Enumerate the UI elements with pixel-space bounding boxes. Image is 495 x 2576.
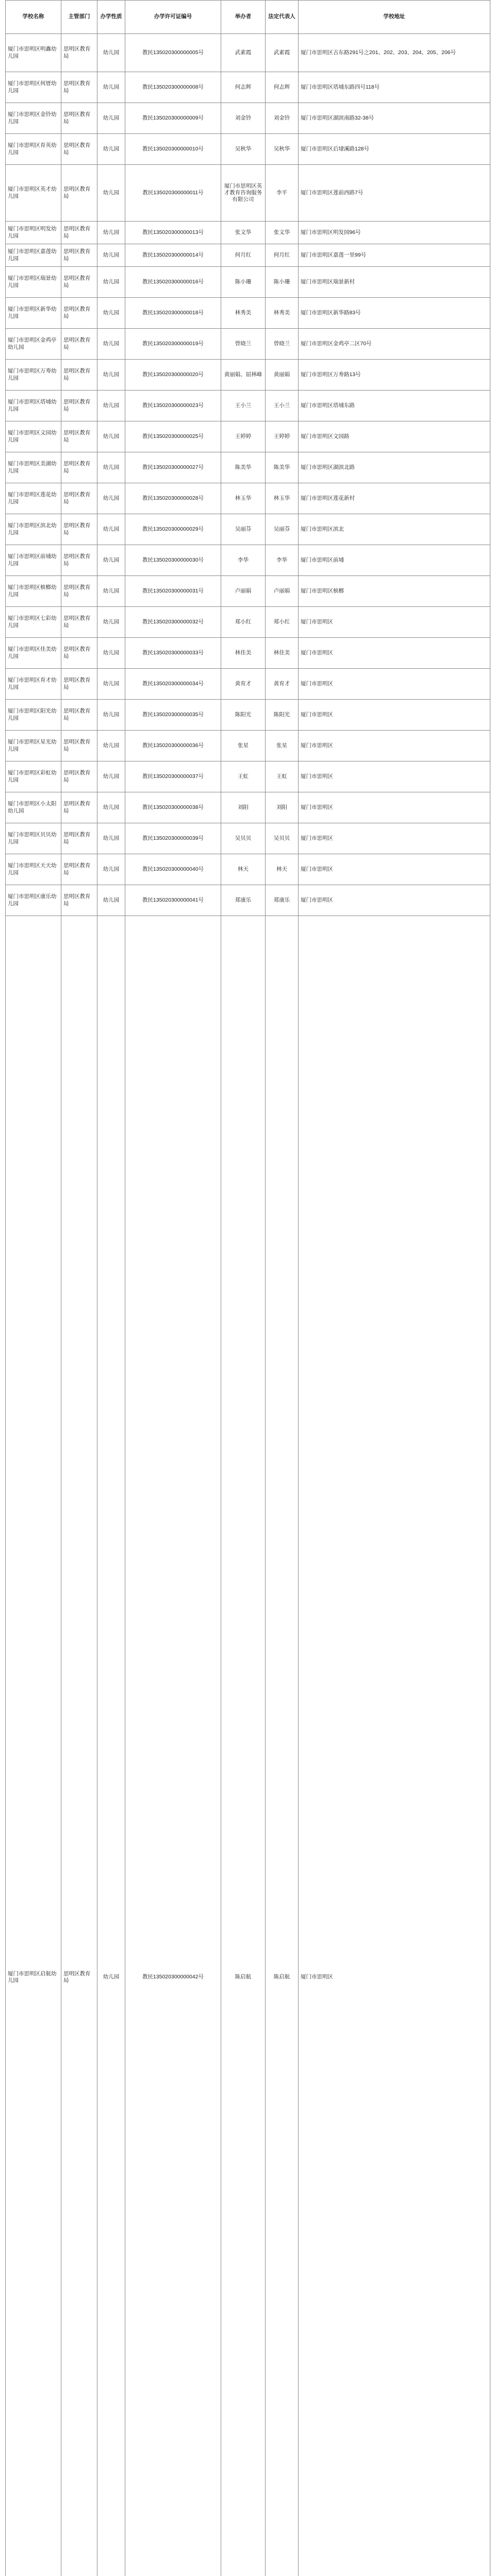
- legal-rep-cell: 郑康乐: [266, 885, 299, 916]
- department-cell: 思明区教育局: [61, 103, 97, 134]
- legal-rep-cell: 何月红: [266, 244, 299, 267]
- school-name-cell: 厦门市思明区金鸡亭幼儿园: [6, 329, 61, 360]
- table-row: [6, 483, 490, 514]
- license-number-cell: 教民135020300000027号: [125, 452, 221, 483]
- table-row: [6, 607, 490, 638]
- school-type-cell: 幼儿园: [97, 103, 125, 134]
- school-type-cell: 幼儿园: [97, 885, 125, 916]
- holder-cell: 王虹: [221, 761, 266, 792]
- table-row: [6, 103, 490, 134]
- holder-cell: 陈美华: [221, 452, 266, 483]
- table-row: [6, 72, 490, 103]
- address-cell: 厦门市思明区槟榔: [299, 576, 490, 607]
- address-cell: 厦门市思明区前埔: [299, 545, 490, 576]
- school-type-cell: 幼儿园: [97, 792, 125, 823]
- holder-cell: 吴贝贝: [221, 823, 266, 854]
- school-type-cell: 幼儿园: [97, 421, 125, 452]
- address-cell: 厦门市思明区: [299, 823, 490, 854]
- legal-rep-cell: 张文华: [266, 222, 299, 244]
- table-row: [6, 823, 490, 854]
- legal-rep-cell: 黄丽娟: [266, 360, 299, 391]
- license-number-cell: 教民135020300000029号: [125, 514, 221, 545]
- table-row: [6, 854, 490, 885]
- address-cell: 厦门市思明区: [299, 607, 490, 638]
- holder-cell: 何志辉: [221, 72, 266, 103]
- license-number-cell: 教民135020300000039号: [125, 823, 221, 854]
- school-type-cell: 幼儿园: [97, 731, 125, 761]
- school-name-cell: 厦门市思明区金铃幼儿园: [6, 103, 61, 134]
- license-number-cell: 教民135020300000014号: [125, 244, 221, 267]
- table-row: [6, 792, 490, 823]
- school-type-cell: 幼儿园: [97, 165, 125, 222]
- address-cell: 厦门市思明区嘉莲一里99号: [299, 244, 490, 267]
- department-cell: 思明区教育局: [61, 222, 97, 244]
- holder-cell: 陈启航: [221, 916, 266, 2576]
- holder-cell: 张文华: [221, 222, 266, 244]
- address-cell: 厦门市思明区莲前西路7号: [299, 165, 490, 222]
- license-number-cell: 教民135020300000038号: [125, 792, 221, 823]
- legal-rep-cell: 何志辉: [266, 72, 299, 103]
- school-type-cell: 幼儿园: [97, 823, 125, 854]
- address-cell: 厦门市思明区: [299, 761, 490, 792]
- school-type-cell: 幼儿园: [97, 360, 125, 391]
- department-cell: 思明区教育局: [61, 916, 97, 2576]
- header-holder: 举办者: [221, 1, 266, 34]
- table-row: [6, 222, 490, 244]
- license-number-cell: 教民135020300000041号: [125, 885, 221, 916]
- holder-cell: 林玉华: [221, 483, 266, 514]
- holder-cell: 陈阳光: [221, 700, 266, 731]
- table-row: [6, 165, 490, 222]
- school-name-cell: 厦门市思明区佳美幼儿园: [6, 638, 61, 669]
- holder-cell: 卢丽娟: [221, 576, 266, 607]
- legal-rep-cell: 李华: [266, 545, 299, 576]
- table-row: [6, 391, 490, 421]
- department-cell: 思明区教育局: [61, 134, 97, 165]
- license-number-cell: 教民135020300000040号: [125, 854, 221, 885]
- department-cell: 思明区教育局: [61, 421, 97, 452]
- address-cell: 厦门市思明区塔埔东路四号118号: [299, 72, 490, 103]
- license-number-cell: 教民135020300000016号: [125, 267, 221, 298]
- legal-rep-cell: 林佳美: [266, 638, 299, 669]
- table-row: [6, 298, 490, 329]
- table-body: [6, 34, 490, 2576]
- school-type-cell: 幼儿园: [97, 452, 125, 483]
- address-cell: 厦门市思明区莲花新村: [299, 483, 490, 514]
- address-cell: 厦门市思明区: [299, 669, 490, 700]
- license-number-cell: 教民135020300000030号: [125, 545, 221, 576]
- legal-rep-cell: 吴秋华: [266, 134, 299, 165]
- license-number-cell: 教民135020300000013号: [125, 222, 221, 244]
- holder-cell: 武素霞: [221, 34, 266, 72]
- license-number-cell: 教民135020300000033号: [125, 638, 221, 669]
- department-cell: 思明区教育局: [61, 267, 97, 298]
- department-cell: 思明区教育局: [61, 700, 97, 731]
- legal-rep-cell: 卢丽娟: [266, 576, 299, 607]
- address-cell: 厦门市思明区文园路: [299, 421, 490, 452]
- school-type-cell: 幼儿园: [97, 545, 125, 576]
- license-number-cell: 教民135020300000009号: [125, 103, 221, 134]
- school-type-cell: 幼儿园: [97, 329, 125, 360]
- license-number-cell: 教民135020300000011号: [125, 165, 221, 222]
- header-license-number: 办学许可证编号: [125, 1, 221, 34]
- school-name-cell: 厦门市思明区小太阳幼儿园: [6, 792, 61, 823]
- school-name-cell: 厦门市思明区美湖幼儿园: [6, 452, 61, 483]
- table-row: [6, 452, 490, 483]
- legal-rep-cell: 吴贝贝: [266, 823, 299, 854]
- school-name-cell: 厦门市思明区明鑫幼儿园: [6, 34, 61, 72]
- department-cell: 思明区教育局: [61, 360, 97, 391]
- department-cell: 思明区教育局: [61, 391, 97, 421]
- header-department: 主管部门: [61, 1, 97, 34]
- legal-rep-cell: 陈阳光: [266, 700, 299, 731]
- license-number-cell: 教民135020300000042号: [125, 916, 221, 2576]
- school-name-cell: 厦门市思明区嘉莲幼儿园: [6, 244, 61, 267]
- department-cell: 思明区教育局: [61, 823, 97, 854]
- holder-cell: 李华: [221, 545, 266, 576]
- table-row: [6, 761, 490, 792]
- school-name-cell: 厦门市思明区育才幼儿园: [6, 669, 61, 700]
- department-cell: 思明区教育局: [61, 545, 97, 576]
- table-row: [6, 576, 490, 607]
- school-name-cell: 厦门市思明区阳光幼儿园: [6, 700, 61, 731]
- holder-cell: 吴丽芬: [221, 514, 266, 545]
- department-cell: 思明区教育局: [61, 72, 97, 103]
- department-cell: 思明区教育局: [61, 792, 97, 823]
- legal-rep-cell: 陈小珊: [266, 267, 299, 298]
- school-type-cell: 幼儿园: [97, 607, 125, 638]
- legal-rep-cell: 陈美华: [266, 452, 299, 483]
- school-name-cell: 厦门市思明区前埔幼儿园: [6, 545, 61, 576]
- department-cell: 思明区教育局: [61, 576, 97, 607]
- address-cell: 厦门市思明区: [299, 854, 490, 885]
- address-cell: 厦门市思明区湖滨南路32-38号: [299, 103, 490, 134]
- school-type-cell: 幼儿园: [97, 638, 125, 669]
- holder-cell: 林秀美: [221, 298, 266, 329]
- legal-rep-cell: 吴丽芬: [266, 514, 299, 545]
- table-row: [6, 34, 490, 72]
- table-row: [6, 134, 490, 165]
- license-number-cell: 教民135020300000020号: [125, 360, 221, 391]
- legal-rep-cell: 王婷婷: [266, 421, 299, 452]
- holder-cell: 黄育才: [221, 669, 266, 700]
- school-name-cell: 厦门市思明区文园幼儿园: [6, 421, 61, 452]
- school-type-cell: 幼儿园: [97, 34, 125, 72]
- address-cell: 厦门市思明区: [299, 700, 490, 731]
- department-cell: 思明区教育局: [61, 514, 97, 545]
- legal-rep-cell: 王虹: [266, 761, 299, 792]
- table-row: [6, 669, 490, 700]
- department-cell: 思明区教育局: [61, 483, 97, 514]
- address-cell: 厦门市思明区: [299, 916, 490, 2576]
- legal-rep-cell: 李平: [266, 165, 299, 222]
- address-cell: 厦门市思明区: [299, 731, 490, 761]
- license-number-cell: 教民135020300000036号: [125, 731, 221, 761]
- holder-cell: 郑小红: [221, 607, 266, 638]
- holder-cell: 刘金铃: [221, 103, 266, 134]
- table-row: [6, 700, 490, 731]
- header-legal-rep: 法定代表人: [266, 1, 299, 34]
- school-name-cell: 厦门市思明区明发幼儿园: [6, 222, 61, 244]
- school-table: [5, 0, 490, 2576]
- school-type-cell: 幼儿园: [97, 222, 125, 244]
- school-type-cell: 幼儿园: [97, 483, 125, 514]
- school-name-cell: 厦门市思明区育英幼儿园: [6, 134, 61, 165]
- address-cell: 厦门市思明区万寿路13号: [299, 360, 490, 391]
- school-name-cell: 厦门市思明区塔埔幼儿园: [6, 391, 61, 421]
- legal-rep-cell: 林秀美: [266, 298, 299, 329]
- department-cell: 思明区教育局: [61, 452, 97, 483]
- holder-cell: 郑康乐: [221, 885, 266, 916]
- department-cell: 思明区教育局: [61, 607, 97, 638]
- address-cell: 厦门市思明区瑞景新村: [299, 267, 490, 298]
- license-number-cell: 教民135020300000025号: [125, 421, 221, 452]
- address-cell: 厦门市思明区: [299, 885, 490, 916]
- address-cell: 厦门市思明区: [299, 792, 490, 823]
- school-name-cell: 厦门市思明区彩虹幼儿园: [6, 761, 61, 792]
- address-cell: 厦门市思明区塔埔东路: [299, 391, 490, 421]
- department-cell: 思明区教育局: [61, 731, 97, 761]
- license-number-cell: 教民135020300000010号: [125, 134, 221, 165]
- address-cell: 厦门市思明区明发园96号: [299, 222, 490, 244]
- address-cell: 厦门市思明区湖滨北路: [299, 452, 490, 483]
- school-name-cell: 厦门市思明区康乐幼儿园: [6, 885, 61, 916]
- school-type-cell: 幼儿园: [97, 576, 125, 607]
- legal-rep-cell: 黄育才: [266, 669, 299, 700]
- holder-cell: 陈小珊: [221, 267, 266, 298]
- address-cell: 厦门市思明区古东路291号之201、202、203、204、205、206号: [299, 34, 490, 72]
- department-cell: 思明区教育局: [61, 165, 97, 222]
- holder-cell: 何月红: [221, 244, 266, 267]
- school-name-cell: 厦门市思明区英才幼儿园: [6, 165, 61, 222]
- school-name-cell: 厦门市思明区滨北幼儿园: [6, 514, 61, 545]
- license-number-cell: 教民135020300000037号: [125, 761, 221, 792]
- school-name-cell: 厦门市思明区贝贝幼儿园: [6, 823, 61, 854]
- license-number-cell: 教民135020300000023号: [125, 391, 221, 421]
- department-cell: 思明区教育局: [61, 761, 97, 792]
- school-type-cell: 幼儿园: [97, 298, 125, 329]
- address-cell: 厦门市思明区后埭溪路128号: [299, 134, 490, 165]
- school-name-cell: 厦门市思明区瑞景幼儿园: [6, 267, 61, 298]
- table-row: [6, 731, 490, 761]
- school-type-cell: 幼儿园: [97, 391, 125, 421]
- holder-cell: 王婷婷: [221, 421, 266, 452]
- holder-cell: 王小兰: [221, 391, 266, 421]
- holder-cell: 林佳美: [221, 638, 266, 669]
- school-name-cell: 厦门市思明区莲花幼儿园: [6, 483, 61, 514]
- table-row: [6, 421, 490, 452]
- school-name-cell: 厦门市思明区何厝幼儿园: [6, 72, 61, 103]
- table-row: [6, 638, 490, 669]
- legal-rep-cell: 张星: [266, 731, 299, 761]
- table-row: [6, 916, 490, 2576]
- holder-cell: 厦门市思明区英才教育咨询服务有限公司: [221, 165, 266, 222]
- department-cell: 思明区教育局: [61, 34, 97, 72]
- department-cell: 思明区教育局: [61, 885, 97, 916]
- school-type-cell: 幼儿园: [97, 267, 125, 298]
- school-type-cell: 幼儿园: [97, 700, 125, 731]
- table-row: [6, 244, 490, 267]
- address-cell: 厦门市思明区金鸡亭二区70号: [299, 329, 490, 360]
- legal-rep-cell: 刘金铃: [266, 103, 299, 134]
- school-type-cell: 幼儿园: [97, 761, 125, 792]
- department-cell: 思明区教育局: [61, 329, 97, 360]
- address-cell: 厦门市思明区: [299, 638, 490, 669]
- legal-rep-cell: 陈启航: [266, 916, 299, 2576]
- school-name-cell: 厦门市思明区天天幼儿园: [6, 854, 61, 885]
- holder-cell: 曾晓兰: [221, 329, 266, 360]
- legal-rep-cell: 郑小红: [266, 607, 299, 638]
- license-number-cell: 教民135020300000032号: [125, 607, 221, 638]
- header-school-type: 办学性质: [97, 1, 125, 34]
- legal-rep-cell: 曾晓兰: [266, 329, 299, 360]
- table-row: [6, 267, 490, 298]
- school-name-cell: 厦门市思明区启航幼儿园: [6, 916, 61, 2576]
- school-name-cell: 厦门市思明区七彩幼儿园: [6, 607, 61, 638]
- school-name-cell: 厦门市思明区新华幼儿园: [6, 298, 61, 329]
- table-row: [6, 885, 490, 916]
- school-type-cell: 幼儿园: [97, 244, 125, 267]
- department-cell: 思明区教育局: [61, 638, 97, 669]
- table-row: [6, 514, 490, 545]
- header-address: 学校地址: [299, 1, 490, 34]
- holder-cell: 黄丽娟、屈林峰: [221, 360, 266, 391]
- school-type-cell: 幼儿园: [97, 669, 125, 700]
- license-number-cell: 教民135020300000035号: [125, 700, 221, 731]
- school-name-cell: 厦门市思明区槟榔幼儿园: [6, 576, 61, 607]
- address-cell: 厦门市思明区新华路83号: [299, 298, 490, 329]
- department-cell: 思明区教育局: [61, 854, 97, 885]
- legal-rep-cell: 武素霞: [266, 34, 299, 72]
- table-row: [6, 360, 490, 391]
- table-row: [6, 329, 490, 360]
- holder-cell: 刘阳: [221, 792, 266, 823]
- holder-cell: 吴秋华: [221, 134, 266, 165]
- holder-cell: 林天: [221, 854, 266, 885]
- license-number-cell: 教民135020300000018号: [125, 298, 221, 329]
- school-type-cell: 幼儿园: [97, 134, 125, 165]
- license-number-cell: 教民135020300000008号: [125, 72, 221, 103]
- school-type-cell: 幼儿园: [97, 854, 125, 885]
- address-cell: 厦门市思明区滨北: [299, 514, 490, 545]
- table-row: [6, 545, 490, 576]
- legal-rep-cell: 林玉华: [266, 483, 299, 514]
- legal-rep-cell: 刘阳: [266, 792, 299, 823]
- department-cell: 思明区教育局: [61, 244, 97, 267]
- legal-rep-cell: 林天: [266, 854, 299, 885]
- school-type-cell: 幼儿园: [97, 514, 125, 545]
- license-number-cell: 教民135020300000034号: [125, 669, 221, 700]
- license-number-cell: 教民135020300000031号: [125, 576, 221, 607]
- license-number-cell: 教民135020300000019号: [125, 329, 221, 360]
- header-school-name: 学校名称: [6, 1, 61, 34]
- department-cell: 思明区教育局: [61, 669, 97, 700]
- school-type-cell: 幼儿园: [97, 916, 125, 2576]
- holder-cell: 张星: [221, 731, 266, 761]
- license-number-cell: 教民135020300000005号: [125, 34, 221, 72]
- header-row: [6, 1, 490, 34]
- department-cell: 思明区教育局: [61, 298, 97, 329]
- legal-rep-cell: 王小兰: [266, 391, 299, 421]
- license-number-cell: 教民135020300000028号: [125, 483, 221, 514]
- school-name-cell: 厦门市思明区星光幼儿园: [6, 731, 61, 761]
- school-name-cell: 厦门市思明区万寿幼儿园: [6, 360, 61, 391]
- school-type-cell: 幼儿园: [97, 72, 125, 103]
